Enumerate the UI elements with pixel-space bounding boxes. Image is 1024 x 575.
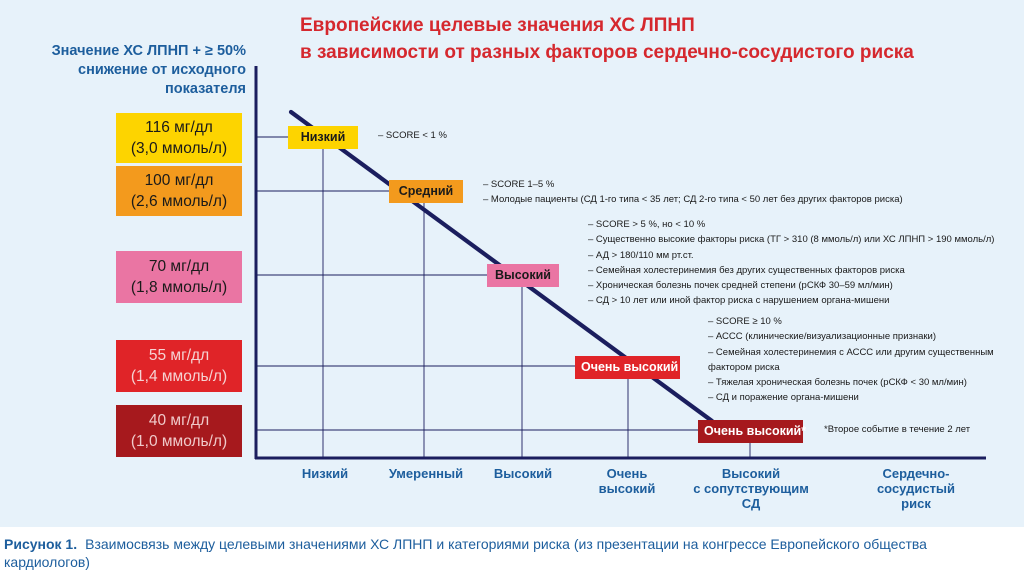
caption-area — [0, 527, 1024, 575]
risk-marker-very-high: Очень высокий — [575, 356, 680, 379]
target-mgdl: 116 мг/дл — [145, 119, 213, 136]
note-medium: – SCORE 1–5 % – Молодые пациенты (СД 1-го типа < 35 лет; СД 2-го типа < 50 лет без других факторов риска) — [483, 179, 903, 206]
target-mmol: (1,4 ммоль/л) — [130, 368, 228, 385]
caption-text: Взаимосвязь между целевыми значениями ХС ЛПНП и категориями риска (из презентации на конгрессе Европейского общества кардиологов) — [4, 536, 927, 570]
target-mmol: (1,8 ммоль/л) — [130, 279, 228, 296]
note-low: – SCORE < 1 % — [378, 130, 447, 141]
target-mgdl: 40 мг/дл — [148, 412, 210, 429]
x-axis-label: Сердечно- сосудистый риск — [876, 466, 956, 511]
note-second-event: *Второе событие в течение 2 лет — [824, 424, 971, 435]
caption-label: Рисунок 1. — [4, 536, 78, 552]
y-axis-label: Значение ХС ЛПНП + ≥ 50% снижение от исходного показателя — [51, 43, 246, 97]
note-high: – SCORE > 5 %, но < 10 % – Существенно высокие факторы риска (ТГ > 310 (8 ммоль/л) или ХС ЛПНП > 190 ммоль/л) – АД > 180/110 мм рт.ст. – Семейная холестеринемия без других существенных факторов риска – Хроническая болезнь почек средней степени (рСКФ 30–59 мл/мин) – СД > 10 лет или иной фактор риска с нарушением органа-мишени — [588, 219, 995, 307]
target-mmol: (1,0 ммоль/л) — [130, 433, 228, 450]
target-mgdl: 100 мг/дл — [144, 172, 214, 189]
target-mmol: (2,6 ммоль/л) — [130, 193, 228, 210]
target-mmol: (3,0 ммоль/л) — [130, 140, 228, 157]
target-mgdl: 55 мг/дл — [148, 347, 210, 364]
risk-marker-low: Низкий — [288, 126, 358, 149]
x-label-very-high: Очень высокий — [598, 466, 656, 496]
risk-marker-very-high-star: Очень высокий* — [698, 420, 803, 443]
x-label-low: Низкий — [301, 466, 349, 481]
x-label-high-with-dm: Высокий с сопутствующим СД — [693, 466, 809, 511]
figure-caption — [4, 535, 1014, 571]
risk-marker-medium: Средний — [389, 180, 463, 203]
x-label-moderate: Умеренный — [388, 466, 464, 481]
note-very-high: – SCORE ≥ 10 % – АССС (клинические/визуализационные признаки) – Семейная холестеринемия с АССС или другим существенным фактором риска – Тяжелая хроническая болезнь почек (рСКФ < 30 мл/мин) – СД и поражение органа-мишени — [708, 316, 994, 404]
risk-marker-high: Высокий — [487, 264, 559, 287]
target-mgdl: 70 мг/дл — [148, 258, 210, 275]
x-label-high: Высокий — [493, 466, 553, 481]
figure-title: Европейские целевые значения ХС ЛПНП в зависимости от разных факторов сердечно-сосудистого риска — [300, 15, 914, 63]
